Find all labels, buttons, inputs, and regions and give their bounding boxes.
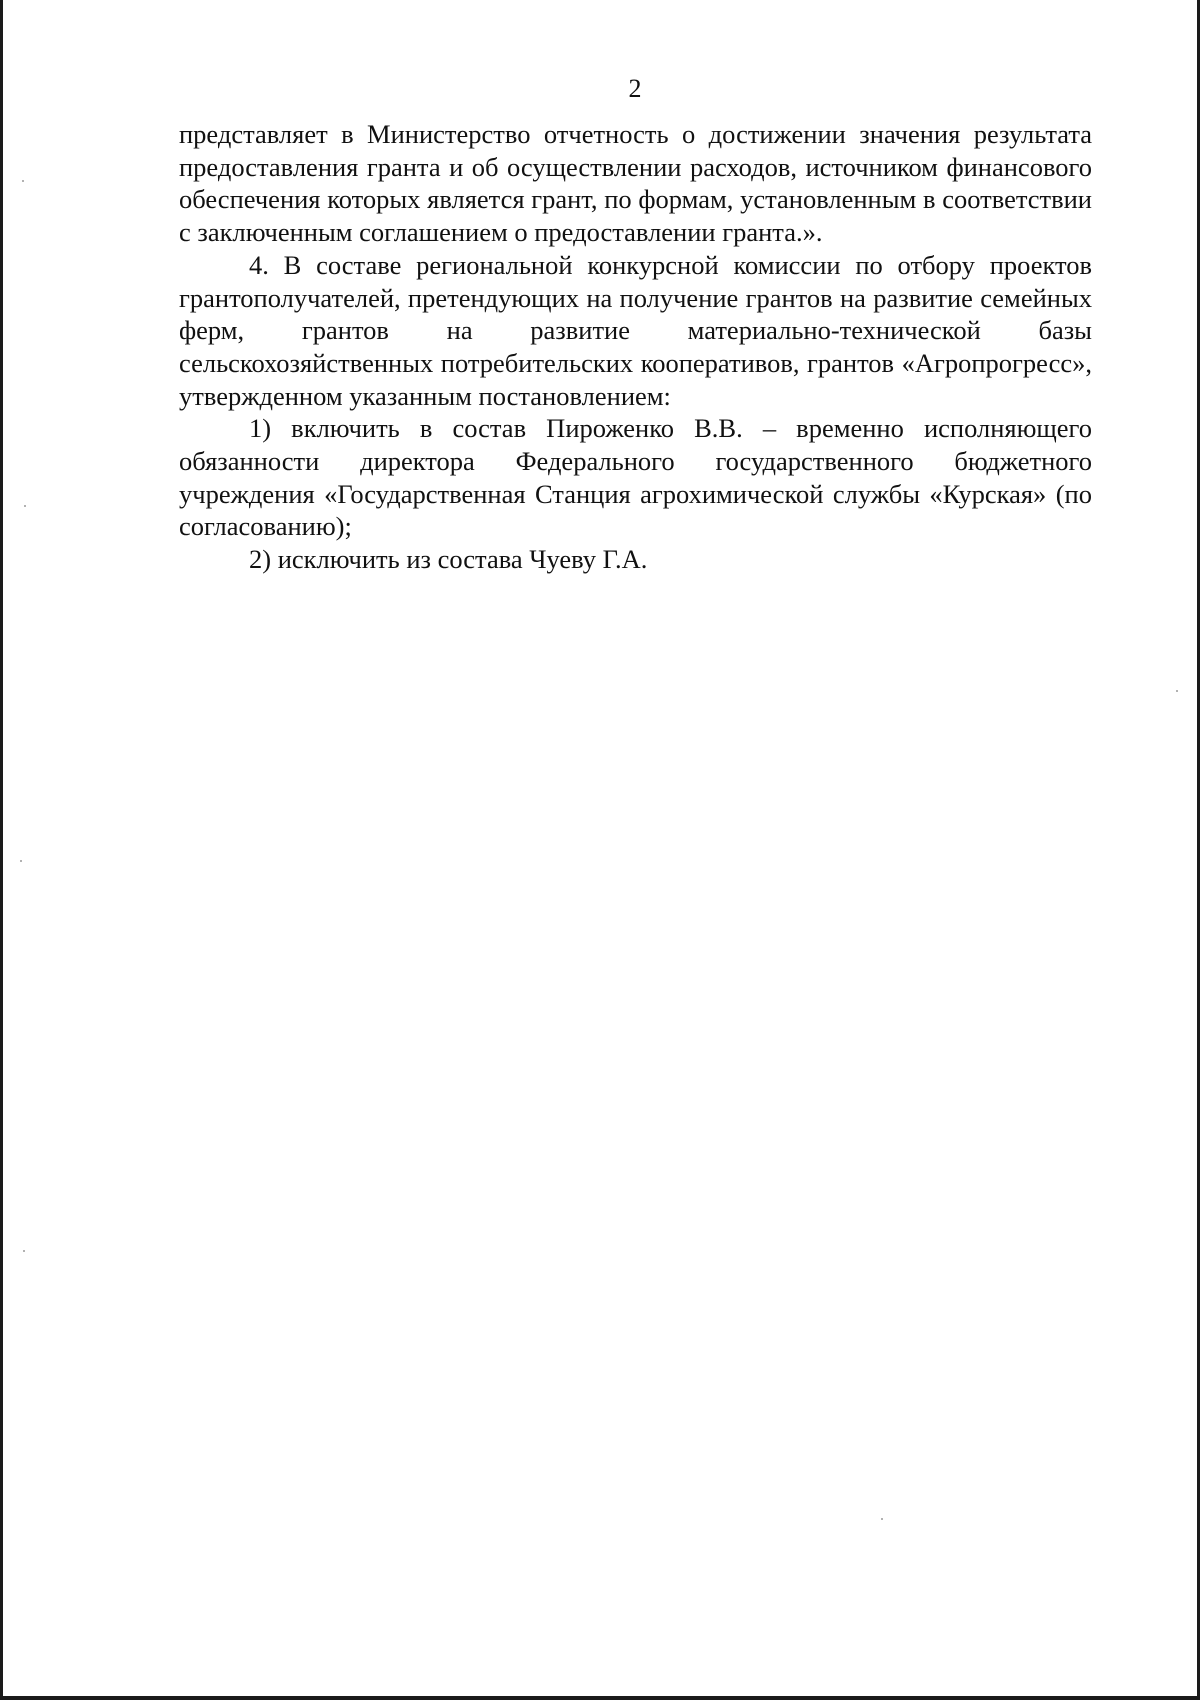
page-number: 2 — [628, 74, 642, 103]
scan-speck — [24, 505, 26, 507]
paragraph-subitem-2: 2) исключить из состава Чуеву Г.А. — [249, 544, 648, 575]
paragraph-subitem-1: 1) включить в состав Пироженко В.В. – временно исполняющего обязанности директора Федерального государственного бюджетного учреждения «Государственная Станция агрохимической службы «Курская» (по согласованию); — [179, 413, 1092, 542]
scan-speck — [1176, 690, 1178, 692]
paragraph-item-4: 4. В составе региональной конкурсной комиссии по отбору проектов грантополучателей, претендующих на получение грантов на развитие семейных ферм, грантов на развитие материально-технической базы сельскохозяйственных потребительских кооперативов, грантов «Агропрогресс», утвержденном указанным постановлением: — [179, 249, 1092, 411]
scan-edge-bottom — [0, 1696, 1200, 1700]
paragraph-continuation: представляет в Министерство отчетность о достижении значения результата предоставления гранта и об осуществлении расходов, источником финансового обеспечения которых является грант, по формам, установленным в соответствии с заключенным соглашением о предоставлении гранта.». — [179, 119, 1092, 248]
document-body — [179, 118, 1092, 576]
scan-speck — [23, 1250, 25, 1252]
scan-speck — [881, 1518, 883, 1520]
scan-speck — [22, 180, 24, 182]
scan-edge-left — [0, 0, 3, 1700]
scan-speck — [20, 860, 22, 862]
